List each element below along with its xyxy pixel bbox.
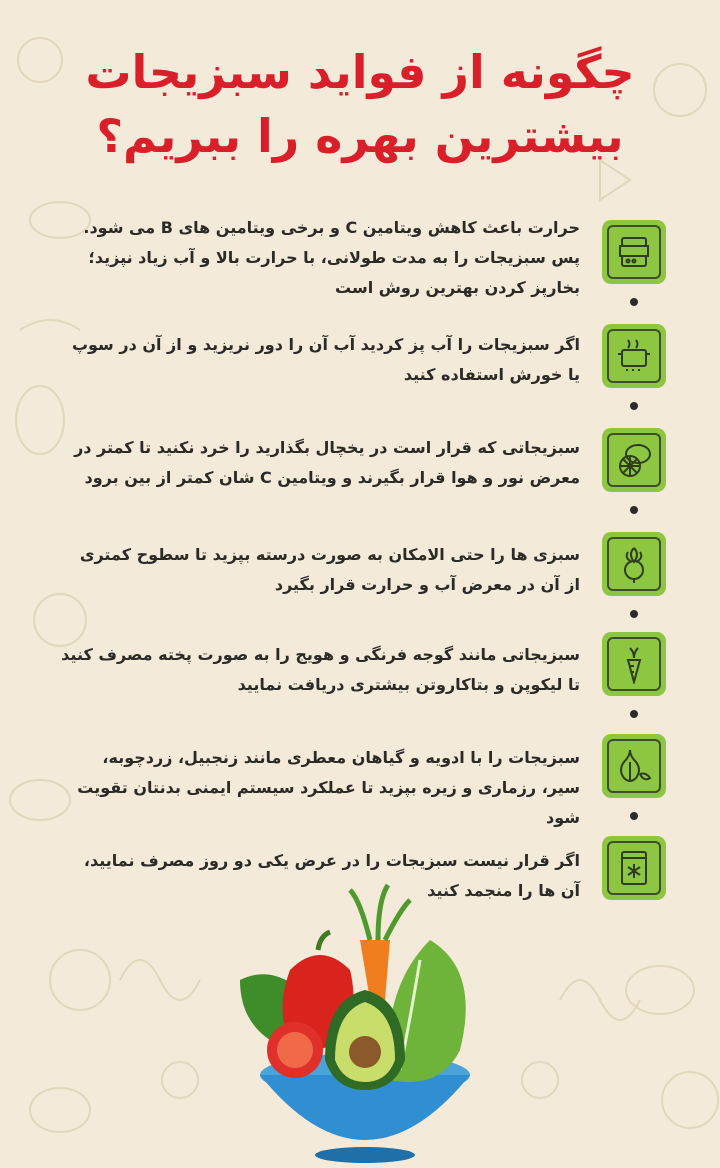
bowl-base xyxy=(315,1147,415,1163)
tip-6-text: سبزیجات را با ادویه و گیاهان معطری مانند زنجبیل، زردچوبه، سیر، رزماری و زیره بپزید تا عملکرد سیستم ایمنی بدنتان تقویت شود xyxy=(77,748,580,827)
tip-7-icon-box xyxy=(602,836,666,900)
tip-7-text: اگر قرار نیست سبزیجات را در عرض یکی دو روز مصرف نمایید، آن ها را منجمد کنید xyxy=(83,851,580,900)
separator-dot xyxy=(630,610,638,618)
separator-dot xyxy=(630,812,638,820)
tip-1-text: حرارت باعث کاهش ویتامین C و برخی ویتامین های B می شود. پس سبزیجات را به مدت طولانی، با حرارت بالا و آب زیاد نپزید؛ بخارپز کردن بهترین روش است xyxy=(83,218,580,297)
tip-4-icon-box xyxy=(602,532,666,596)
tip-3-text: سبزیجاتی که قرار است در یخچال بگذارید را خرد نکنید تا کمتر در معرض نور و هوا قرار بگیرند و ویتامین C شان کمتر از بین برود xyxy=(74,438,580,487)
boiling-pot-icon xyxy=(607,329,661,383)
garlic-icon xyxy=(607,739,661,793)
title-line-2: بیشترین بهره را ببریم؟ xyxy=(96,109,624,163)
vegetable-bowl-illustration xyxy=(220,880,510,1168)
separator-dot xyxy=(630,506,638,514)
tip-2-text: اگر سبزیجات را آب پز کردید آب آن را دور نریزید و از آن در سوپ یا خورش استفاده کنید xyxy=(71,335,580,384)
tip-5-icon-box xyxy=(602,632,666,696)
frozen-bag-icon xyxy=(607,841,661,895)
tip-6-icon-box xyxy=(602,734,666,798)
title-line-1: چگونه از فواید سبزیجات xyxy=(85,45,635,99)
tip-5-text: سبزیجاتی مانند گوجه فرنگی و هویج را به صورت پخته مصرف کنید تا لیکوپن و بتاکاروتن بیشتری دریافت نمایید xyxy=(61,645,580,694)
carrot-icon xyxy=(607,637,661,691)
tip-1-icon-box xyxy=(602,220,666,284)
tip-3-icon-box xyxy=(602,428,666,492)
separator-dot xyxy=(630,298,638,306)
steamer-icon xyxy=(607,225,661,279)
beet-icon xyxy=(607,537,661,591)
separator-dot xyxy=(630,710,638,718)
sliced-lemon-icon xyxy=(607,433,661,487)
tip-2-icon-box xyxy=(602,324,666,388)
separator-dot xyxy=(630,402,638,410)
tip-4-text: سبزی ها را حتی الامکان به صورت درسته بپزید تا سطوح کمتری از آن در معرض آب و حرارت قرار بگیرد xyxy=(79,545,580,594)
